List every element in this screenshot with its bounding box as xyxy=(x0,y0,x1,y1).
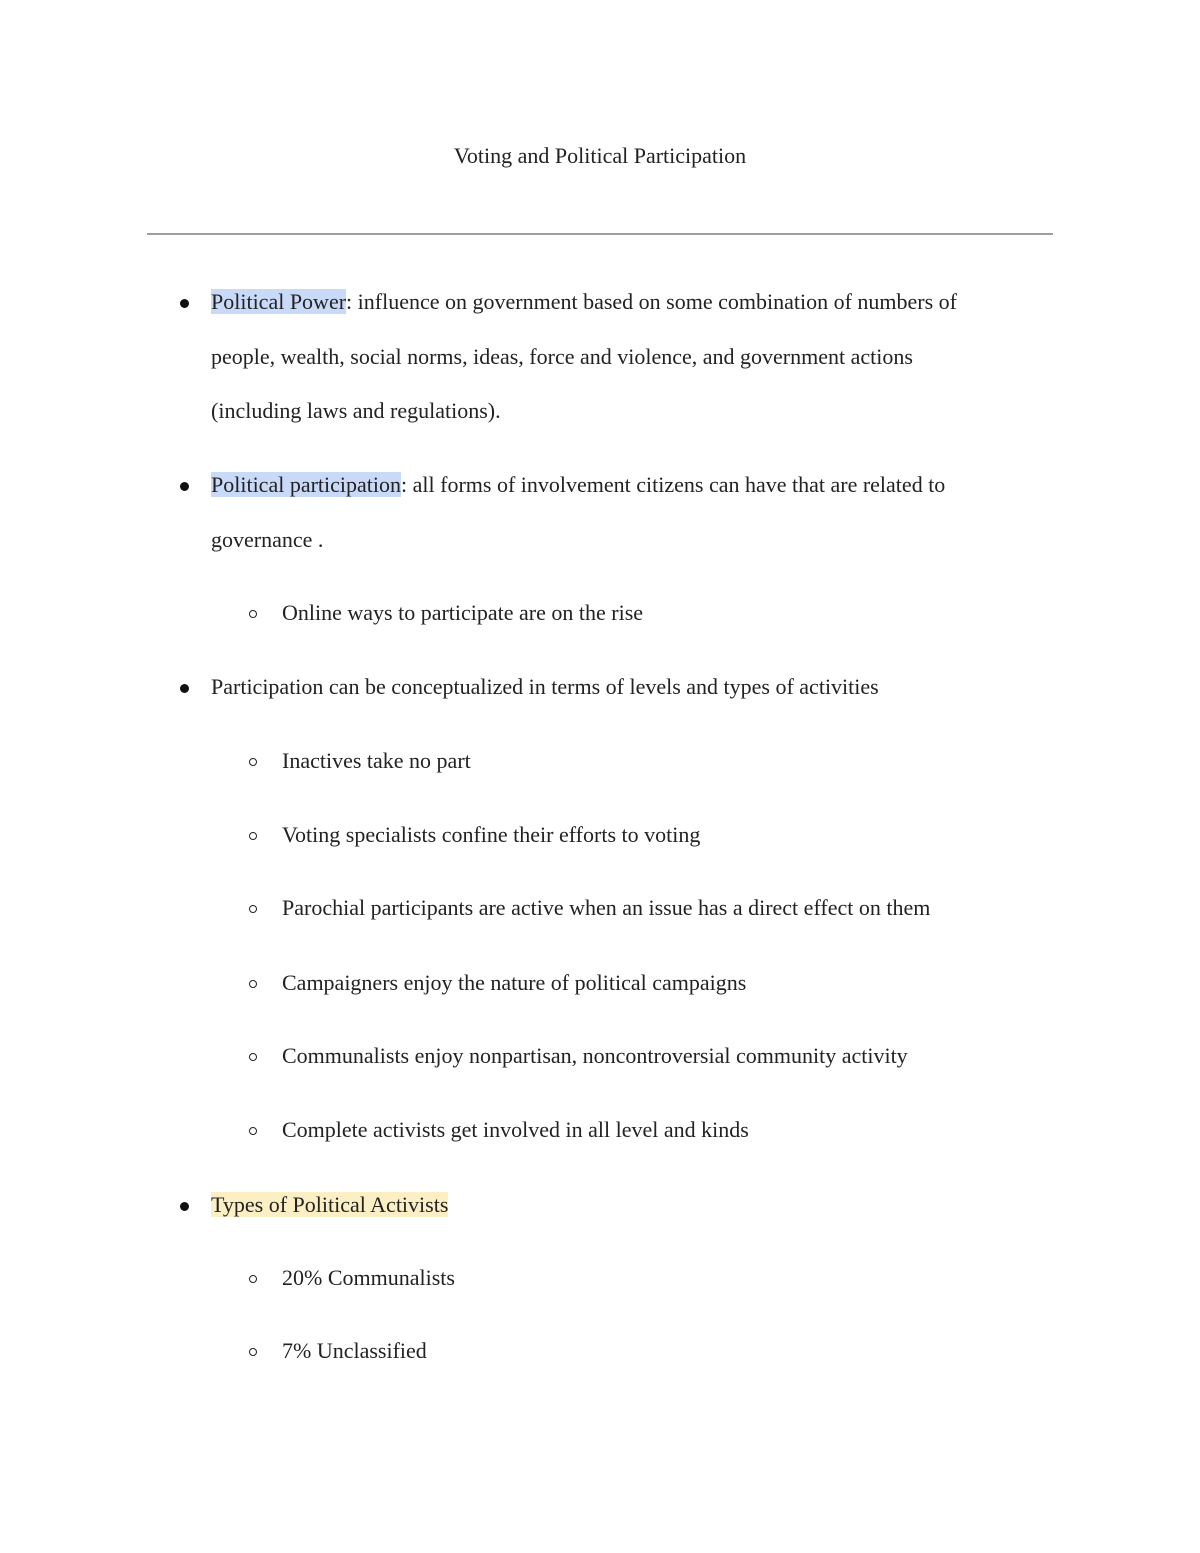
term-highlight: Political participation xyxy=(211,472,402,497)
list-item-political-participation xyxy=(211,458,945,567)
sub-list-item: Communalists enjoy nonpartisan, noncontroversial community activity xyxy=(282,1043,908,1068)
circle-bullet-icon xyxy=(249,980,257,988)
sub-list-item: Voting specialists confine their efforts to voting xyxy=(282,822,701,847)
bullet-icon xyxy=(180,1202,189,1211)
list-item-political-power xyxy=(211,275,957,439)
list-item-line xyxy=(211,275,957,330)
circle-bullet-icon xyxy=(249,1127,257,1135)
bullet-icon xyxy=(180,684,189,693)
circle-bullet-icon xyxy=(249,1053,257,1061)
page-title: Voting and Political Participation xyxy=(453,143,747,168)
section-highlight: Types of Political Activists xyxy=(211,1192,449,1217)
term-highlight: Political Power xyxy=(211,289,347,314)
bullet-icon xyxy=(180,482,189,491)
title-divider xyxy=(147,233,1053,235)
circle-bullet-icon xyxy=(249,758,257,766)
list-item-line: governance . xyxy=(211,526,324,552)
definition-text: : all forms of involvement citizens can have that are related to xyxy=(401,472,946,497)
bullet-icon xyxy=(180,299,189,308)
circle-bullet-icon xyxy=(249,832,257,840)
list-item-types-of-activists xyxy=(211,1189,448,1221)
definition-text: : influence on government based on some combination of numbers of xyxy=(346,289,958,314)
circle-bullet-icon xyxy=(249,905,257,913)
list-item-line xyxy=(211,458,945,513)
sub-list-item: Parochial participants are active when an issue has a direct effect on them xyxy=(282,895,931,920)
circle-bullet-icon xyxy=(249,1348,257,1356)
sub-list-item: Complete activists get involved in all level and kinds xyxy=(282,1117,749,1142)
list-item-participation-levels: Participation can be conceptualized in terms of levels and types of activities xyxy=(211,674,879,699)
list-item-line: (including laws and regulations). xyxy=(211,398,501,423)
sub-list-item: Inactives take no part xyxy=(282,748,471,773)
list-item-line: people, wealth, social norms, ideas, force and violence, and government actions xyxy=(211,343,913,369)
sub-list-item: Campaigners enjoy the nature of political campaigns xyxy=(282,970,747,995)
circle-bullet-icon xyxy=(249,1275,257,1283)
sub-list-item: Online ways to participate are on the rise xyxy=(282,600,644,625)
sub-list-item: 20% Communalists xyxy=(282,1265,455,1290)
circle-bullet-icon xyxy=(249,610,257,618)
sub-list-item: 7% Unclassified xyxy=(282,1338,427,1363)
